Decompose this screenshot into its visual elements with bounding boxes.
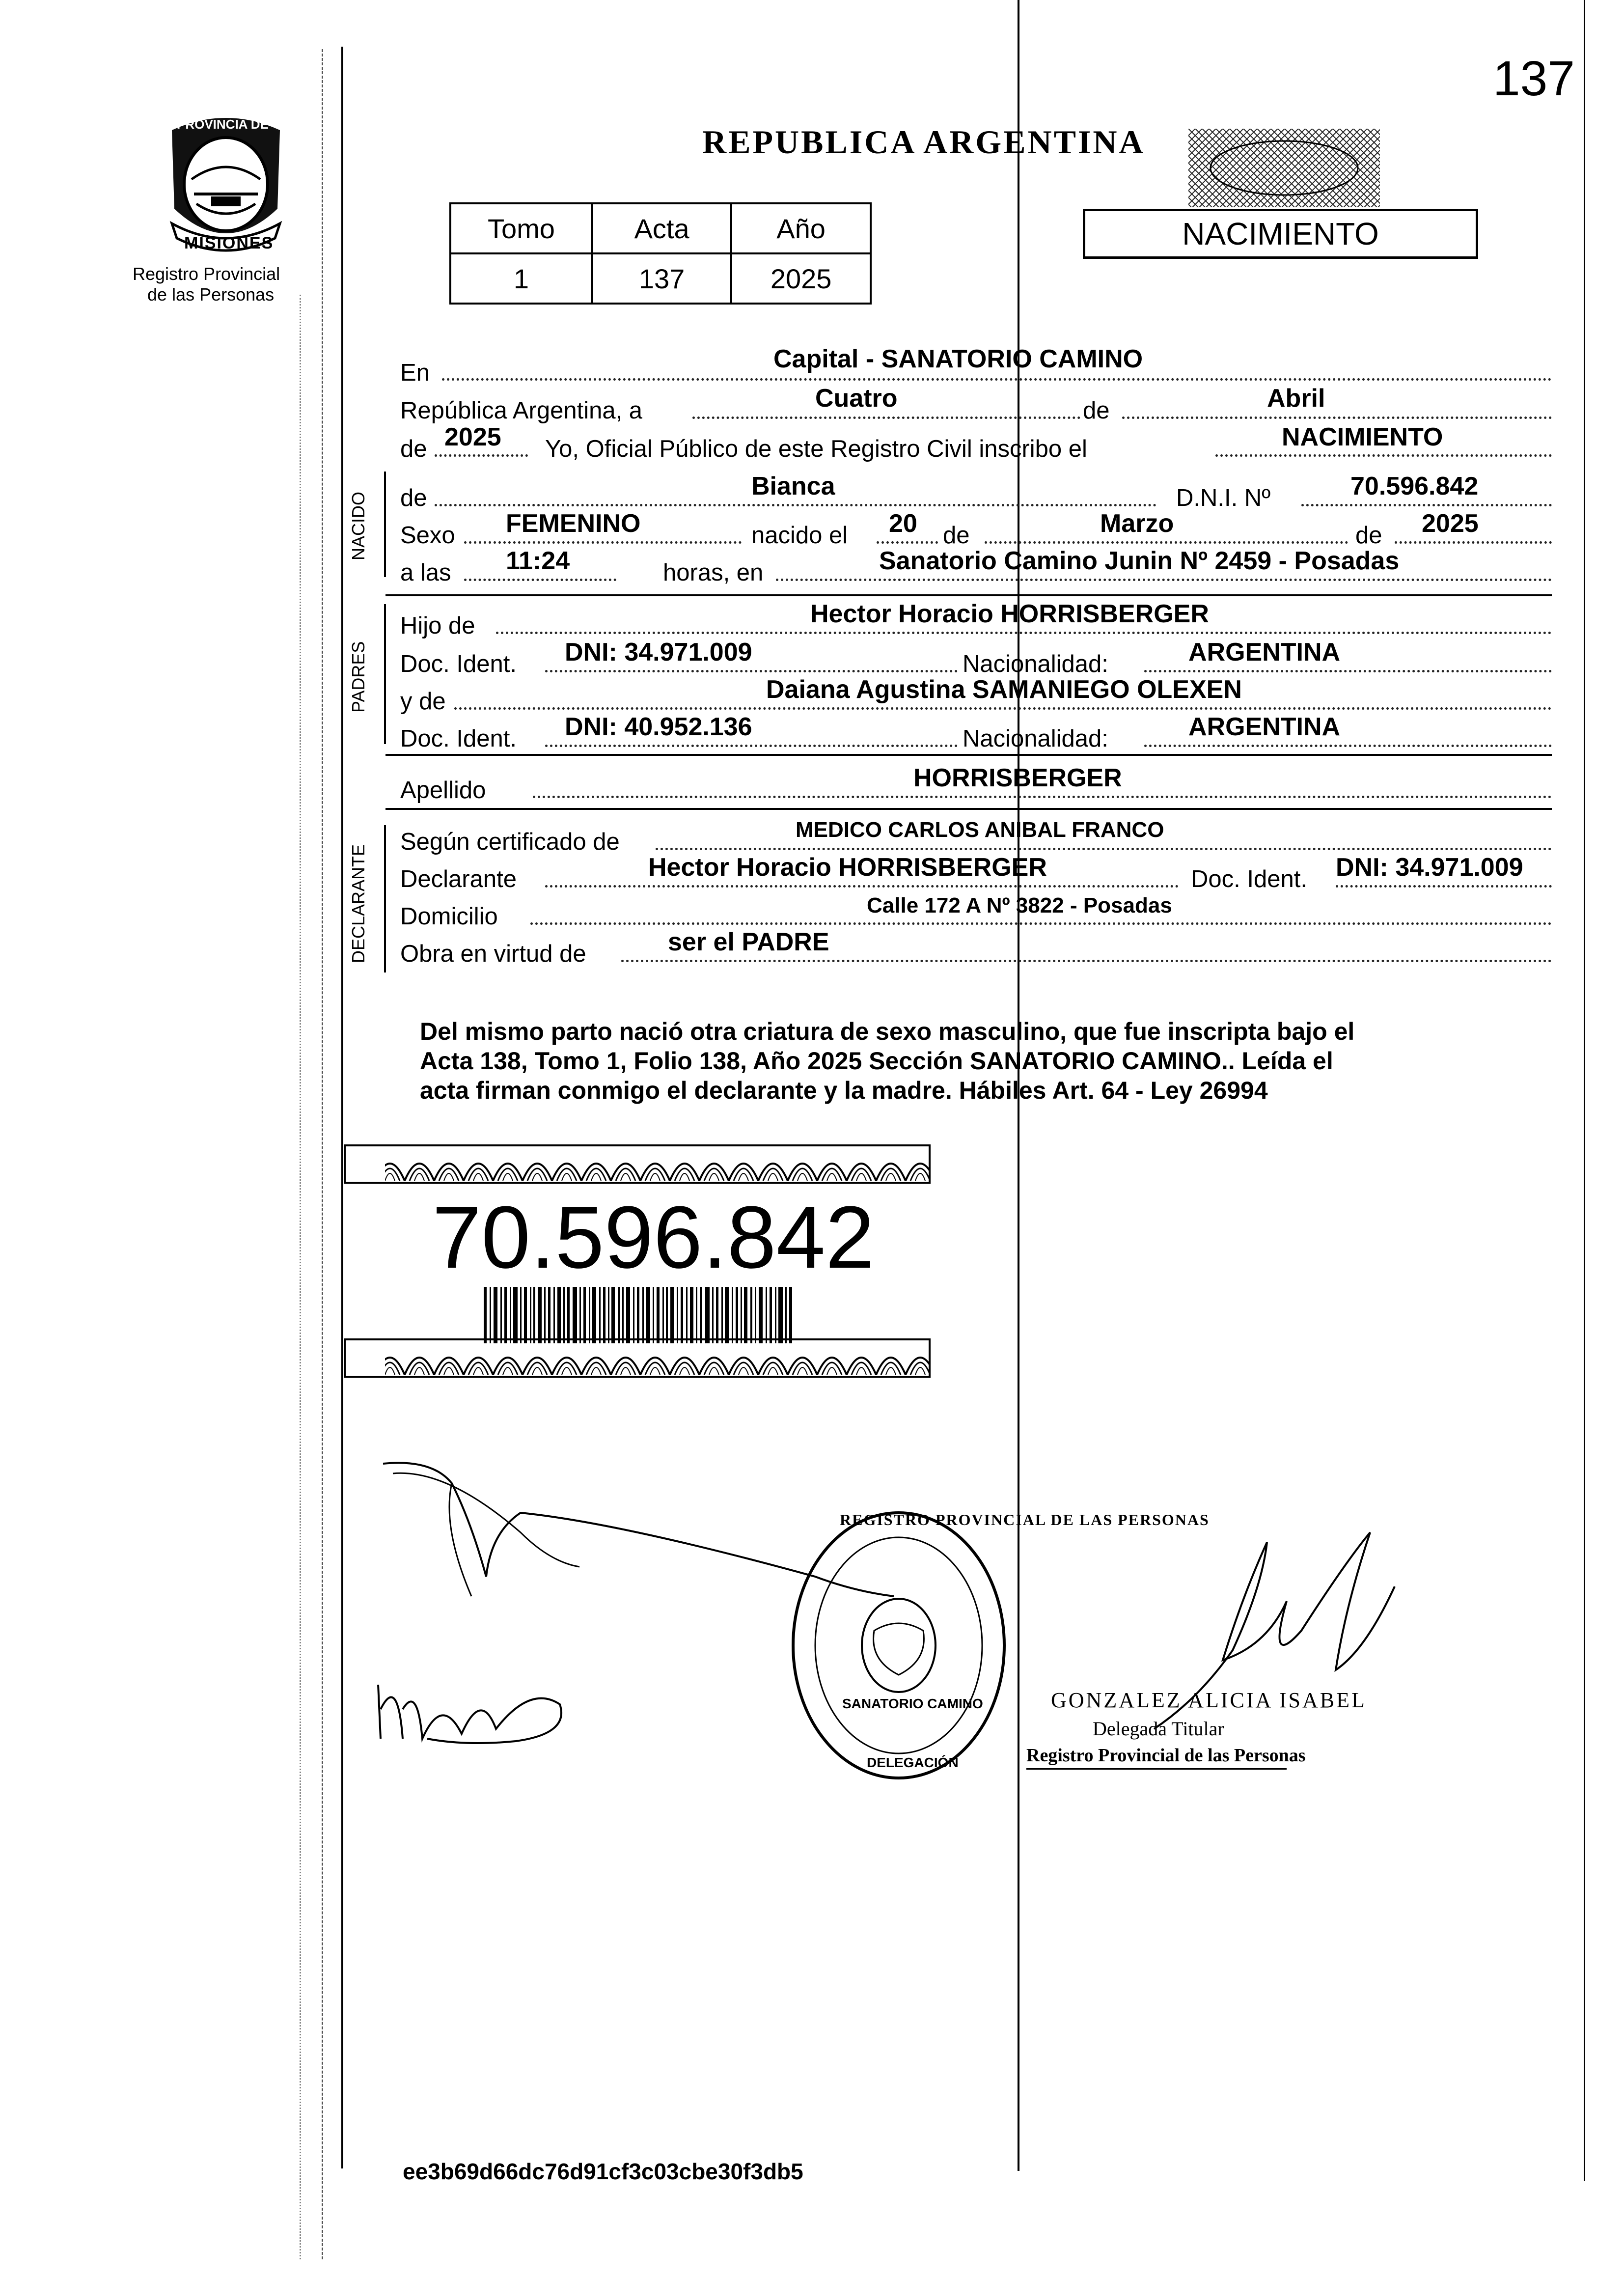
dotted-line	[464, 541, 742, 544]
dotted-line	[533, 796, 1552, 798]
de-label: de	[400, 485, 427, 511]
document-type: NACIMIENTO	[1182, 216, 1379, 251]
section-bracket	[384, 604, 386, 744]
horas-label: horas, en	[663, 559, 764, 586]
birth-month: Marzo	[1100, 509, 1174, 538]
nacionalidad-label: Nacionalidad:	[963, 651, 1108, 677]
doc-label: Doc. Ident.	[400, 725, 517, 752]
domicilio-label: Domicilio	[400, 903, 498, 930]
note-line-1: Del mismo parto nació otra criatura de sexo masculino, que fue inscripta bajo el	[420, 1018, 1355, 1045]
child-dni: 70.596.842	[1350, 472, 1479, 500]
apellido-label: Apellido	[400, 777, 486, 804]
country-title: REPUBLICA ARGENTINA	[702, 123, 1145, 161]
dotted-line	[1122, 417, 1552, 419]
a-las-label: a las	[400, 559, 451, 586]
de-label: de	[1355, 522, 1382, 549]
dotted-line	[464, 579, 616, 581]
registry-label-line2: de las Personas	[147, 284, 275, 305]
birth-time: 11:24	[506, 547, 570, 575]
republica-label: República Argentina, a	[400, 397, 643, 424]
father-nationality: ARGENTINA	[1188, 638, 1341, 667]
note-line-2: Acta 138, Tomo 1, Folio 138, Año 2025 Sección SANATORIO CAMINO.. Leída el	[420, 1047, 1333, 1075]
registry-label-line1: Registro Provincial	[133, 264, 280, 284]
dotted-line	[545, 885, 1179, 888]
birth-year: 2025	[1422, 509, 1479, 538]
nacionalidad-label: Nacionalidad:	[963, 725, 1108, 752]
nacido-section-label: NACIDO	[348, 491, 368, 560]
id-number: 70.596.842	[432, 1188, 875, 1287]
margin-dashed-line	[300, 295, 301, 2259]
section-divider	[385, 808, 1552, 810]
father-doc: DNI: 34.971.009	[565, 638, 752, 667]
certificado-value: MEDICO CARLOS ANIBAL FRANCO	[796, 818, 1164, 842]
child-name: Bianca	[751, 472, 835, 500]
document-hash: ee3b69d66dc76d91cf3c03cbe30f3db5	[403, 2159, 803, 2184]
dotted-line	[545, 670, 958, 672]
dni-label: D.N.I. Nº	[1176, 485, 1271, 511]
dotted-line	[692, 417, 1080, 419]
birth-place: Sanatorio Camino Junin Nº 2459 - Posadas	[879, 547, 1400, 575]
barcode-icon	[484, 1287, 793, 1343]
mother-signature-icon	[368, 1655, 575, 1763]
de-label: de	[943, 522, 970, 549]
dotted-line	[454, 707, 1552, 710]
dotted-line	[1215, 454, 1552, 457]
dotted-line	[545, 745, 958, 747]
place-value: Capital - SANATORIO CAMINO	[773, 345, 1143, 373]
dotted-line	[656, 848, 1552, 850]
section-divider	[385, 594, 1552, 596]
table-header-tomo: Tomo	[450, 203, 592, 253]
padres-section-label: PADRES	[348, 641, 368, 713]
signatory-title: Delegada Titular	[1093, 1718, 1224, 1740]
document-type-box	[1083, 209, 1478, 259]
signatory-office: Registro Provincial de las Personas	[1026, 1745, 1306, 1766]
apellido-value: HORRISBERGER	[913, 764, 1122, 792]
dotted-line	[877, 541, 938, 544]
hijo-label: Hijo de	[400, 612, 475, 639]
crest-top-text: PROVINCIA DE	[177, 117, 269, 132]
dotted-line	[435, 504, 1156, 506]
dotted-line	[985, 541, 1348, 544]
table-header-acta: Acta	[592, 203, 731, 253]
en-label: En	[400, 360, 430, 386]
seal-bottom-text: DELEGACIÓN	[867, 1755, 959, 1770]
declarante-value: Hector Horacio HORRISBERGER	[648, 853, 1047, 882]
certificado-label: Según certificado de	[400, 829, 620, 855]
page-number: 137	[1493, 51, 1575, 106]
id-sticker-top-band	[344, 1144, 931, 1184]
id-sticker-bottom-band	[344, 1338, 931, 1378]
declarante-doc: DNI: 34.971.009	[1336, 853, 1523, 882]
de-label: de	[1083, 397, 1110, 424]
signatory-name: GONZALEZ ALICIA ISABEL	[1051, 1688, 1367, 1712]
signature-underline	[1026, 1768, 1287, 1770]
dotted-line	[1336, 885, 1552, 888]
sexo-label: Sexo	[400, 522, 455, 549]
sexo-value: FEMENINO	[506, 509, 641, 538]
dotted-line	[435, 454, 528, 457]
de-label-year: de	[400, 436, 427, 462]
obra-value: ser el PADRE	[668, 928, 829, 956]
year-value: 2025	[444, 423, 501, 451]
event-value: NACIMIENTO	[1282, 423, 1443, 451]
dotted-line	[442, 378, 1552, 381]
dotted-line	[776, 579, 1552, 581]
seal-inner-text: SANATORIO CAMINO	[842, 1696, 983, 1711]
dotted-line	[1144, 745, 1552, 747]
mother-nationality: ARGENTINA	[1188, 713, 1341, 741]
domicilio-value: Calle 172 A Nº 3822 - Posadas	[867, 893, 1172, 917]
margin-dashed-line	[322, 49, 323, 2259]
table-header-anio: Año	[731, 203, 871, 253]
birth-day: 20	[889, 509, 917, 538]
day-value: Cuatro	[815, 384, 898, 413]
dotted-line	[1395, 541, 1552, 544]
father-name: Hector Horacio HORRISBERGER	[810, 600, 1209, 628]
doc-label: Doc. Ident.	[400, 651, 517, 677]
dotted-line	[621, 960, 1552, 962]
crest-banner-text: MISIONES	[184, 234, 274, 252]
section-divider	[385, 754, 1552, 756]
seal-outer-text: REGISTRO PROVINCIAL DE LAS PERSONAS	[840, 1511, 1210, 1528]
mother-doc: DNI: 40.952.136	[565, 713, 752, 741]
table-value-acta: 137	[592, 253, 731, 304]
dotted-line	[496, 632, 1552, 634]
month-value: Abril	[1267, 384, 1325, 413]
obra-label: Obra en virtud de	[400, 941, 586, 967]
dotted-line	[530, 922, 1552, 925]
nacido-el-label: nacido el	[751, 522, 848, 549]
doc-label: Doc. Ident.	[1191, 866, 1307, 892]
declarante-label: Declarante	[400, 866, 517, 892]
oficial-text: Yo, Oficial Público de este Registro Civil inscribo el	[545, 436, 1087, 462]
dotted-line	[1144, 670, 1552, 672]
volume-table	[449, 202, 872, 305]
table-value-tomo: 1	[450, 253, 592, 304]
note-line-3: acta firman conmigo el declarante y la madre. Hábiles Art. 64 - Ley 26994	[420, 1077, 1268, 1104]
security-pattern	[1188, 129, 1380, 207]
dotted-line	[1301, 504, 1552, 506]
mother-name: Daiana Agustina SAMANIEGO OLEXEN	[766, 675, 1242, 704]
official-seal-icon	[786, 1503, 1012, 1788]
fold-line-vertical	[341, 47, 343, 2168]
fold-line-right	[1584, 0, 1585, 2181]
y-de-label: y de	[400, 688, 446, 715]
table-value-anio: 2025	[731, 253, 871, 304]
declarante-section-label: DECLARANTE	[348, 844, 368, 963]
section-bracket	[384, 472, 386, 577]
section-bracket	[384, 825, 386, 972]
